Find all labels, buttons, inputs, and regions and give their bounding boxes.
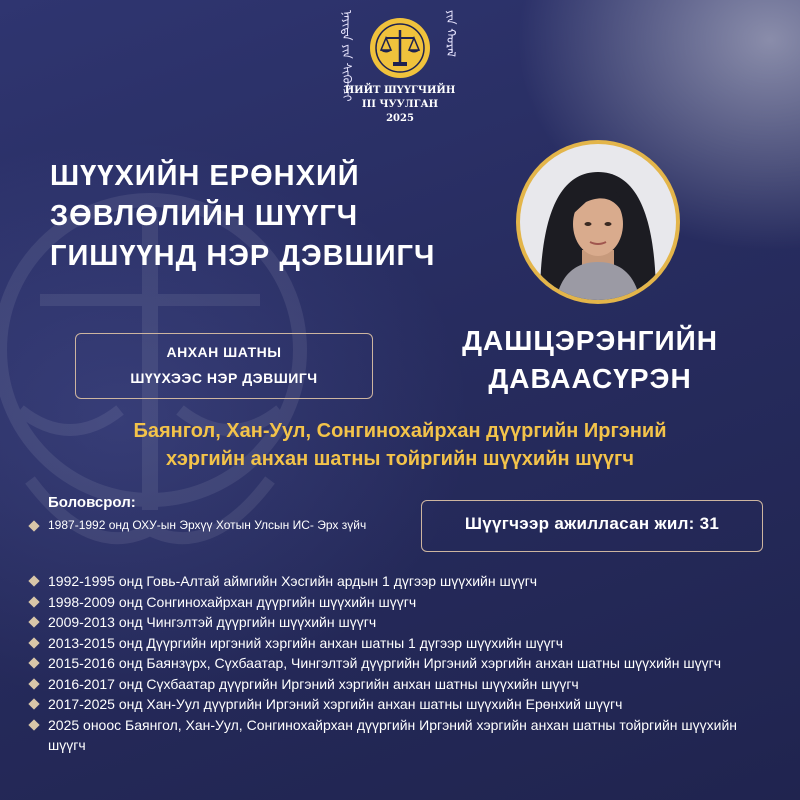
career-item: [28, 592, 768, 613]
career-item: [28, 571, 768, 592]
career-item-text: 2009-2013 онд Чингэлтэй дүүргийн шүүхийн шүүгч: [48, 614, 377, 630]
education-heading: Боловсрол:: [48, 494, 136, 511]
org-name-line1: НИЙТ ШҮҮГЧИЙН: [344, 85, 456, 96]
career-item-text: 2013-2015 онд Дүүргийн иргэний хэргийн анхан шатны 1 дүгээр шүүхийн шүүгч: [48, 634, 564, 651]
org-year: 2025: [386, 113, 414, 124]
career-item-text: 1998-2009 онд Сонгинохайрхан дүүргийн шүүхийн шүүгч: [48, 593, 417, 610]
main-title-line1: ШҮҮХИЙН ЕРӨНХИЙ: [50, 160, 360, 192]
career-item: [28, 674, 768, 695]
mongolian-script-left: ᠨᠡᠶᠢᠲᠡ ᠶᠢᠨ ᠰᠢᠭᠦᠭᠴᠢ: [340, 10, 354, 102]
career-item-text: 2025 оноос Баянгол, Хан-Уул, Сонгинохайрхан дүүргийн Иргэний хэргийн анхан шатны тойргийн шүүхийн шүүгч: [48, 716, 737, 753]
main-title-line2: ЗӨВЛӨЛИЙН ШҮҮГЧ: [50, 200, 359, 232]
scales-emblem-icon: [368, 16, 432, 80]
person-given-name: ДАВААСҮРЭН: [488, 363, 692, 394]
bullet-diamond-icon: [28, 678, 39, 689]
org-name-line2: III ЧУУЛГАН: [361, 99, 439, 110]
current-position-line1: Баянгол, Хан-Уул, Сонгинохайрхан дүүргийн Иргэний: [133, 420, 667, 442]
bullet-diamond-icon: [28, 596, 39, 607]
career-item: [28, 653, 768, 674]
experience-box: [421, 500, 763, 552]
bullet-diamond-icon: [28, 719, 39, 730]
current-position-line2: хэргийн анхан шатны тойргийн шүүхийн шүүгч: [165, 448, 634, 470]
education-item-text: 1987-1992 онд ОХУ-ын Эрхүү Хотын Улсын ИС- Эрх зүйч: [48, 518, 367, 532]
portrait-photo-icon: [520, 144, 676, 300]
bullet-diamond-icon: [28, 575, 39, 586]
career-item: [28, 612, 768, 633]
career-item-text: 2015-2016 онд Баянзүрх, Сүхбаатар, Чингэлтэй дүүргийн Иргэний хэргийн анхан шатны шүүхийн шүүгч: [48, 655, 721, 671]
bullet-diamond-icon: [28, 637, 39, 648]
nominee-category-box: [75, 333, 373, 399]
career-list: [28, 571, 768, 756]
education-item: [28, 518, 366, 532]
mongolian-script-right: ᠶᠢᠨ ᠬᠤᠷᠠᠯ: [444, 10, 458, 57]
bullet-diamond-icon: [28, 698, 39, 709]
main-title-line3: ГИШҮҮНД НЭР ДЭВШИГЧ: [50, 240, 436, 272]
nominee-category-line2: ШҮҮХЭЭС НЭР ДЭВШИГЧ: [130, 370, 318, 386]
career-item: [28, 694, 768, 715]
person-surname: ДАШЦЭРЭНГИЙН: [462, 325, 718, 356]
portrait-frame: [516, 140, 680, 304]
nominee-category-line1: АНХАН ШАТНЫ: [166, 344, 282, 360]
bullet-diamond-icon: [28, 520, 39, 531]
bullet-diamond-icon: [28, 616, 39, 627]
career-item-text: 2017-2025 онд Хан-Уул дүүргийн Иргэний хэргийн анхан шатны шүүхийн Ерөнхий шүүгч: [48, 696, 623, 712]
experience-label: Шүүгчээр ажилласан жил: 31: [464, 514, 720, 533]
career-item: [28, 715, 768, 756]
bullet-diamond-icon: [28, 657, 39, 668]
career-item-text: 2016-2017 онд Сүхбаатар дүүргийн Иргэний хэргийн анхан шатны шүүхийн шүүгч: [48, 675, 579, 692]
career-item-text: 1992-1995 онд Говь-Алтай аймгийн Хэсгийн ардын 1 дүгээр шүүхийн шүүгч: [48, 573, 538, 589]
career-item: [28, 633, 768, 654]
